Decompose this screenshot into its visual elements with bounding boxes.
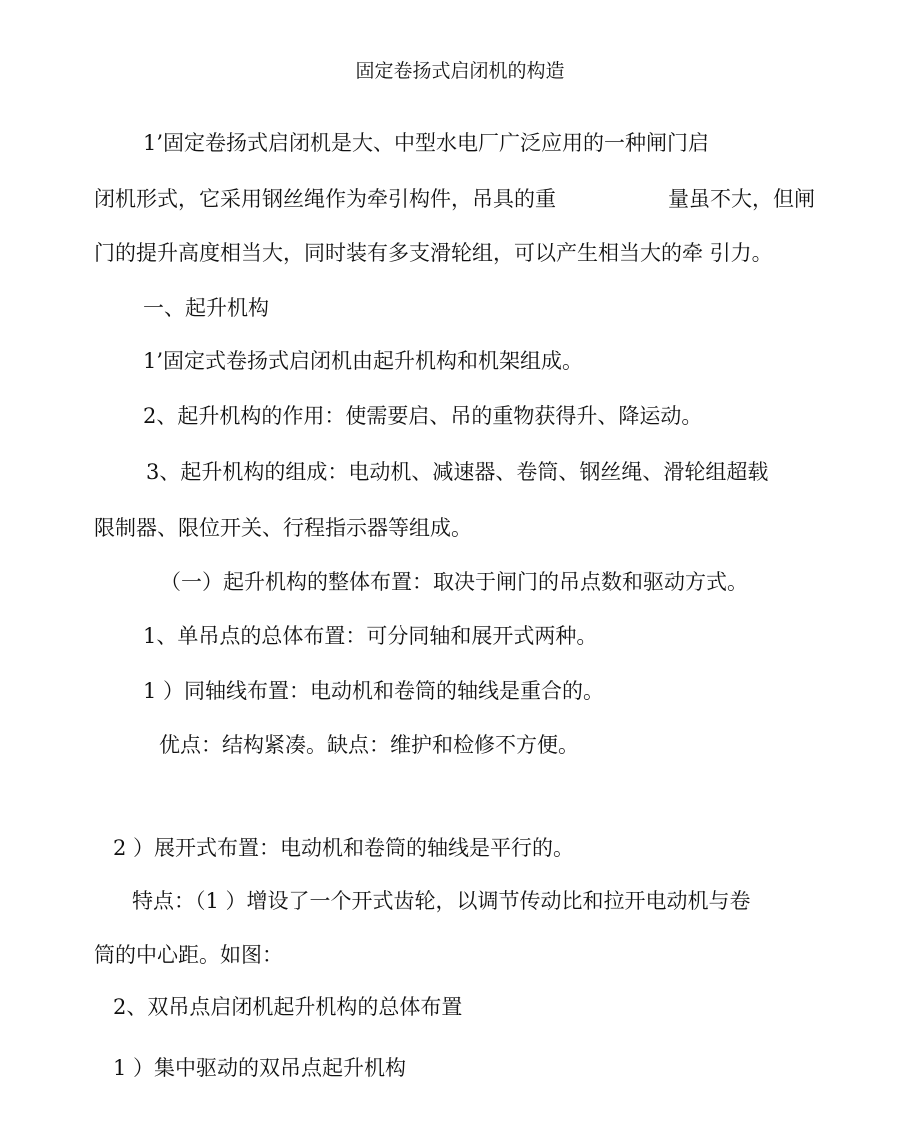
paragraph-line: 3、起升机构的组成：电动机、减速器、卷筒、钢丝绳、滑轮组超载: [146, 460, 769, 484]
paragraph-line: 2、双吊点启闭机起升机构的总体布置: [113, 995, 463, 1019]
paragraph-line: 特点：（1 ）增设了一个开式齿轮，以调节传动比和拉开电动机与卷: [132, 889, 751, 913]
paragraph-line: 2、起升机构的作用：使需要启、吊的重物获得升、降运动。: [143, 404, 703, 428]
paragraph-line: 闭机形式，它采用钢丝绳作为牵引构件，吊具的重: [94, 187, 556, 211]
paragraph-line: 筒的中心距。如图：: [94, 943, 283, 967]
paragraph-line: 优点：结构紧凑。缺点：维护和检修不方便。: [159, 733, 579, 757]
paragraph-line: 1’固定卷扬式启闭机是大、中型水电厂广泛应用的一种闸门启: [143, 131, 710, 155]
section-heading: 一、起升机构: [143, 296, 269, 320]
paragraph-line: 2 ）展开式布置：电动机和卷筒的轴线是平行的。: [113, 836, 575, 860]
paragraph-line: 量虽不大，但闸: [668, 187, 815, 211]
subsection-heading: （一）起升机构的整体布置：取决于闸门的吊点数和驱动方式。: [160, 570, 748, 594]
paragraph-line: 1 ）集中驱动的双吊点起升机构: [113, 1056, 407, 1080]
paragraph-line: 1、单吊点的总体布置：可分同轴和展开式两种。: [143, 624, 598, 648]
paragraph-line: 门的提升高度相当大，同时装有多支滑轮组，可以产生相当大的牵 引力。: [94, 241, 773, 265]
paragraph-line: 限制器、限位开关、行程指示器等组成。: [94, 516, 472, 540]
document-title: 固定卷扬式启闭机的构造: [355, 60, 565, 82]
paragraph-line: 1 ）同轴线布置：电动机和卷筒的轴线是重合的。: [143, 679, 605, 703]
paragraph-line: 1’固定式卷扬式启闭机由起升机构和机架组成。: [143, 349, 584, 373]
